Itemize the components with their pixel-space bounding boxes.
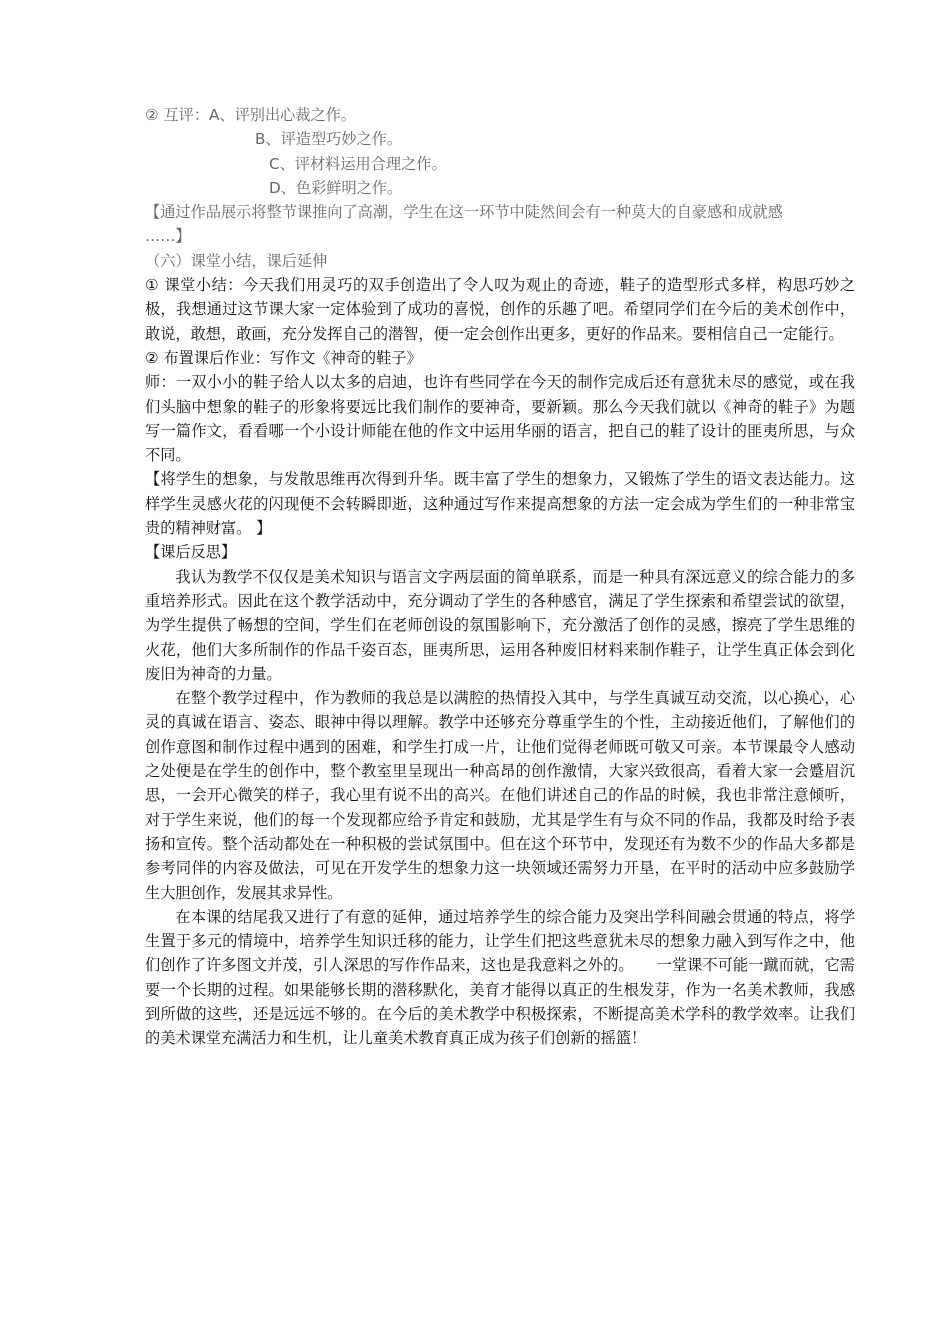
showcase-note-line1: 【通过作品展示将整节课推向了高潮，学生在这一环节中陡然间会有一种莫大的自豪感和成就感	[145, 203, 783, 222]
reflection-heading: 【课后反思】	[145, 543, 237, 562]
reflection-paragraph-2: 在整个教学过程中，作为教师的我总是以满腔的热情投入其中，与学生真诚互动交流，以心换心，心灵的真诚在语言、姿态、眼神中得以理解。教学中还够充分尊重学生的个性，主动接近他们，了解他们的创作意图和制作过程中遇到的困难，和学生打成一片，让他们觉得老师既可敬又可亲。本节课最令人感动之处便是在学生的创作中，整个教室里呈现出一种高昂的创作激情，大家兴致很高，看着大家一会蹙眉沉思，一会开心微笑的样子，我心里有说不出的高兴。在他们讲述自己的作品的时候，我也非常注意倾听，对于学生来说，他们的每一个发现都应给予肯定和鼓励，尤其是学生有与众不同的作品，我都及时给予表扬和宣传。整个活动都处在一种积极的尝试氛围中。但在这个环节中，发现还有为数不少的作品大多都是参考同伴的内容及做法，可见在开发学生的想象力这一块领域还需努力开垦，在平时的活动中应多鼓励学生大胆创作，发展其求异性。	[145, 689, 855, 902]
reflection-paragraph-3: 在本课的结尾我又进行了有意的延伸，通过培养学生的综合能力及突出学科间融会贯通的特点，将学生置于多元的情境中，培养学生知识迁移的能力，让学生们把这些意犹未尽的想象力融入到写作之中，他们创作了许多图文并茂，引人深思的写作作品来，这也是我意料之外的。 一堂课不可能一蹴而就，它需要一个长期的过程。如果能够长期的潜移默化，美育才能得以真正的生根发芽，作为一名美术教师，我感到所做的这些，还是远远不够的。在今后的美术教学中积极探索，不断提高美术学科的教学效率。让我们的美术课堂充满活力和生机，让儿童美术教育真正成为孩子们创新的摇篮！	[145, 907, 855, 1048]
peer-review-item-b: B、评造型巧妙之作。	[255, 130, 403, 149]
section-six-heading: （六）课堂小结，课后延伸	[145, 251, 328, 270]
peer-review-item-d: D、色彩鲜明之作。	[269, 178, 403, 197]
teacher-remarks-paragraph: 师：一双小小的鞋子给人以太多的启迪，也许有些同学在今天的制作完成后还有意犹未尽的感觉，或在我们头脑中想象的鞋子的形象将要远比我们制作的要神奇，要新颖。那么今天我们就以《神奇的鞋子》为题写一篇作文，看看哪一个小设计师能在他的作文中运用华丽的语言，把自己的鞋了设计的匪夷所思，与众不同。	[145, 373, 855, 465]
reflection-paragraph-1: 我认为教学不仅仅是美术知识与语言文字两层面的简单联系，而是一种具有深远意义的综合能力的多重培养形式。因此在这个教学活动中，充分调动了学生的各种感官，满足了学生探索和希望尝试的欲望，为学生提供了畅想的空间，学生们在老师创设的氛围影响下，充分激活了创作的灵感，擦亮了学生思维的火花，他们大多所制作的作品千姿百态，匪夷所思，运用各种废旧材料来制作鞋子，让学生真正体会到化废旧为神奇的力量。	[145, 567, 855, 683]
peer-review-intro: ② 互评：A、评别出心裁之作。	[145, 106, 357, 124]
imagination-note-paragraph: 【将学生的想象，与发散思维再次得到升华。既丰富了学生的想象力，又锻炼了学生的语文表达能力。这样学生灵感火花的闪现便不会转瞬即逝，这种通过写作来提高想象的方法一定会成为学生们的一种非常宝贵的精神财富。 】	[145, 470, 855, 538]
homework-title: ② 布置课后作业：写作文《神奇的鞋子》	[145, 348, 422, 367]
class-summary-paragraph: ① 课堂小结：今天我们用灵巧的双手创造出了令人叹为观止的奇迹，鞋子的造型形式多样，构思巧妙之极，我想通过这节课大家一定体验到了成功的喜悦，创作的乐趣了吧。希望同学们在今后的美术创作中，敢说，敢想，敢画，充分发挥自己的潜智，便一定会创作出更多，更好的作品来。要相信自己一定能行。	[145, 276, 855, 343]
showcase-note-line2: ……】	[145, 227, 191, 246]
peer-review-item-c: C、评材料运用合理之作。	[269, 154, 447, 173]
document-body	[145, 103, 855, 1051]
